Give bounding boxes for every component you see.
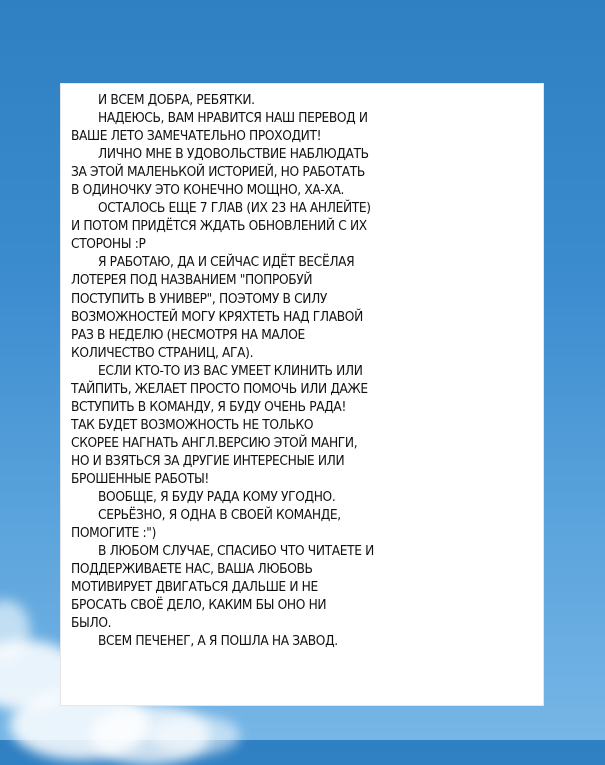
- message-line: СТОРОНЫ :Р: [71, 236, 146, 253]
- message-line: ПОСТУПИТЬ В УНИВЕР", ПОЭТОМУ В СИЛУ: [71, 290, 328, 307]
- message-line: ЕСЛИ КТО-ТО ИЗ ВАС УМЕЕТ КЛИНИТЬ ИЛИ: [98, 362, 363, 379]
- message-line: БЫЛО.: [71, 615, 112, 632]
- message-line: ВСТУПИТЬ В КОМАНДУ, Я БУДУ ОЧЕНЬ РАДА!: [71, 398, 346, 415]
- message-line: ЗА ЭТОЙ МАЛЕНЬКОЙ ИСТОРИЕЙ, НО РАБОТАТЬ: [71, 164, 365, 181]
- message-line: КОЛИЧЕСТВО СТРАНИЦ, АГА).: [71, 344, 254, 361]
- message-line: МОТИВИРУЕТ ДВИГАТЬСЯ ДАЛЬШЕ И НЕ: [71, 579, 318, 596]
- message-line: СЕРЬЁЗНО, Я ОДНА В СВОЕЙ КОМАНДЕ,: [98, 507, 341, 524]
- message-line: ПОМОГИТЕ :"): [71, 525, 157, 542]
- message-line: ЛОТЕРЕЯ ПОД НАЗВАНИЕМ "ПОПРОБУЙ: [71, 272, 313, 289]
- message-line: НАДЕЮСЬ, ВАМ НРАВИТСЯ НАШ ПЕРЕВОД И: [98, 110, 368, 127]
- cloud: [150, 715, 240, 755]
- message-line: ВООБЩЕ, Я БУДУ РАДА КОМУ УГОДНО.: [98, 489, 336, 506]
- message-line: ВОЗМОЖНОСТЕЙ МОГУ КРЯХТЕТЬ НАД ГЛАВОЙ: [71, 308, 363, 325]
- message-line: ВАШЕ ЛЕТО ЗАМЕЧАТЕЛЬНО ПРОХОДИТ!: [71, 128, 322, 145]
- message-line: РАЗ В НЕДЕЛЮ (НЕСМОТРЯ НА МАЛОЕ: [71, 326, 305, 343]
- message-panel: [60, 83, 544, 706]
- message-line: БРОШЕННЫЕ РАБОТЫ!: [71, 470, 209, 487]
- message-line: ПОДДЕРЖИВАЕТЕ НАС, ВАША ЛЮБОВЬ: [71, 561, 313, 578]
- message-line: Я РАБОТАЮ, ДА И СЕЙЧАС ИДЁТ ВЕСЁЛАЯ: [98, 254, 355, 271]
- message-line: В ОДИНОЧКУ ЭТО КОНЕЧНО МОЩНО, ХА-ХА.: [71, 182, 344, 199]
- message-line: И ПОТОМ ПРИДЁТСЯ ЖДАТЬ ОБНОВЛЕНИЙ С ИХ: [71, 218, 367, 235]
- message-line: ЛИЧНО МНЕ В УДОВОЛЬСТВИЕ НАБЛЮДАТЬ: [98, 146, 369, 163]
- message-line: ТАК БУДЕТ ВОЗМОЖНОСТЬ НЕ ТОЛЬКО: [71, 416, 314, 433]
- message-line: ТАЙПИТЬ, ЖЕЛАЕТ ПРОСТО ПОМОЧЬ ИЛИ ДАЖЕ: [71, 380, 368, 397]
- message-line: В ЛЮБОМ СЛУЧАЕ, СПАСИБО ЧТО ЧИТАЕТЕ И: [98, 543, 374, 560]
- message-line: НО И ВЗЯТЬСЯ ЗА ДРУГИЕ ИНТЕРЕСНЫЕ ИЛИ: [71, 452, 345, 469]
- message-line: ОСТАЛОСЬ ЕЩЕ 7 ГЛАВ (ИХ 23 НА АНЛЕЙТЕ): [98, 200, 371, 217]
- message-line: БРОСАТЬ СВОЁ ДЕЛО, КАКИМ БЫ ОНО НИ: [71, 597, 327, 614]
- message-line: СКОРЕЕ НАГНАТЬ АНГЛ.ВЕРСИЮ ЭТОЙ МАНГИ,: [71, 434, 358, 451]
- message-line: И ВСЕМ ДОБРА, РЕБЯТКИ.: [98, 92, 255, 108]
- message-line: ВСЕМ ПЕЧЕНЕГ, А Я ПОШЛА НА ЗАВОД.: [98, 633, 338, 650]
